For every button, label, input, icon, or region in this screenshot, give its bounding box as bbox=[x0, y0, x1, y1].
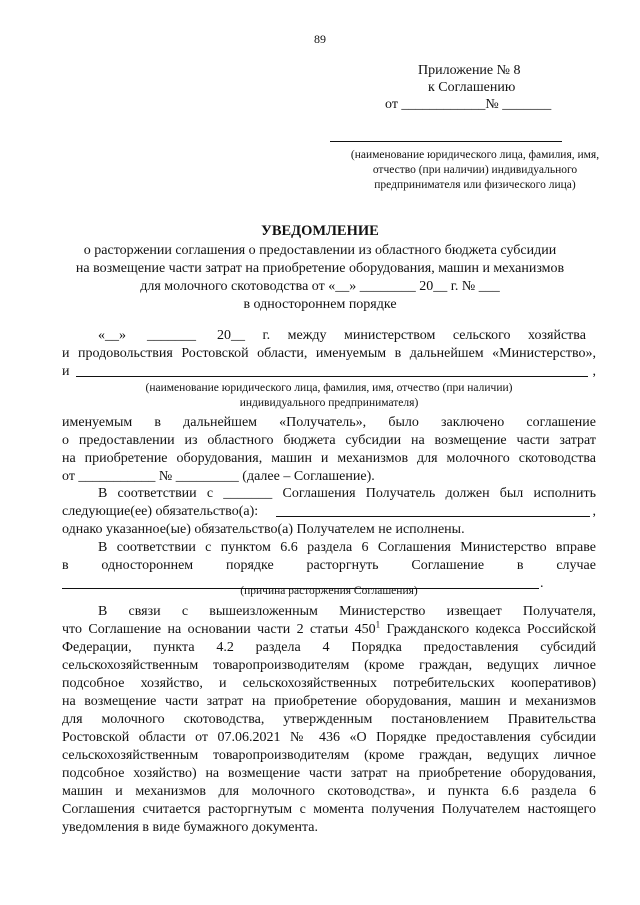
heading-line-3: для молочного скотоводства от «__» ________ 20__ г. № ___ bbox=[140, 279, 500, 294]
p1-line-3 bbox=[62, 363, 596, 380]
document-title: УВЕДОМЛЕНИЕ bbox=[261, 223, 379, 239]
p4-line-11: машин и механизмов для молочного скотоводства», и пункта 6.6 раздела 6 bbox=[62, 784, 596, 799]
p1-caption-2: индивидуального предпринимателя) bbox=[239, 397, 419, 409]
p1-line-7: от ___________ № _________ (далее – Соглашение). bbox=[62, 469, 375, 484]
p2-fill-line bbox=[276, 516, 590, 517]
p1-caption-1: (наименование юридического лица, фамилия, имя, отчество (при наличии) bbox=[145, 382, 513, 394]
p4-line-9: сельскохозяйственным товаропроизводителям (кроме граждан, ведущих личное bbox=[62, 748, 596, 763]
appendix-agreement: к Соглашению bbox=[428, 80, 516, 95]
p1-line-1: «__» _______ 20__ г. между министерством сельского хозяйства bbox=[98, 328, 586, 343]
recipient-caption-1: (наименование юридического лица, фамилия, имя, bbox=[350, 149, 600, 161]
p1-line-2: и продовольствия Ростовской области, именуемым в дальнейшем «Министерство», bbox=[62, 346, 596, 361]
p2-line-2-start: следующие(ее) обязательство(а): bbox=[62, 504, 259, 519]
p4-line-3: Федерации, пункта 4.2 раздела 4 Порядка предоставления субсидий bbox=[62, 640, 596, 655]
p4-line-4: сельскохозяйственным товаропроизводителям (кроме граждан, ведущих личное bbox=[62, 658, 596, 673]
heading-line-4: в одностороннем порядке bbox=[243, 297, 397, 312]
recipient-caption-3: предпринимателя или физического лица) bbox=[374, 179, 576, 191]
p4-line-7: для молочного скотоводства, утвержденным постановлением Правительства bbox=[62, 712, 596, 727]
p1-line-6: на приобретение оборудования, машин и механизмов для молочного скотоводства bbox=[62, 451, 596, 466]
appendix-date-number: от ____________№ _______ bbox=[385, 97, 552, 112]
appendix-number: Приложение № 8 bbox=[418, 63, 521, 78]
heading-line-2: на возмещение части затрат на приобретение оборудования, машин и механизмов bbox=[75, 261, 565, 276]
recipient-caption-2: отчество (при наличии) индивидуального bbox=[372, 164, 578, 176]
p2-line-1: В соответствии с _______ Соглашения Получатель должен был исполнить bbox=[98, 486, 596, 501]
p1-line-4: именуемым в дальнейшем «Получатель», было заключено соглашение bbox=[62, 415, 596, 430]
p3-line-3-end: . bbox=[540, 576, 544, 591]
p3-line-2: в одностороннем порядке расторгнуть Соглашение в случае bbox=[62, 558, 596, 573]
p3-line-1: В соответствии с пунктом 6.6 раздела 6 Соглашения Министерство вправе bbox=[98, 540, 596, 555]
p4-line-6: на возмещение части затрат на приобретение оборудования, машин и механизмов bbox=[62, 694, 596, 709]
p1-line-3-start: и bbox=[62, 364, 70, 379]
p2-line-2 bbox=[62, 503, 596, 520]
p1-line-3-end: , bbox=[592, 364, 596, 379]
recipient-line bbox=[330, 141, 562, 142]
p4-line-8: Ростовской области от 07.06.2021 № 436 «О Порядке предоставления субсидии bbox=[62, 730, 596, 745]
page-number: 89 bbox=[314, 32, 326, 46]
p1-fill-line bbox=[76, 376, 588, 377]
p4-line-5: подсобное хозяйство, и сельскохозяйственных потребительских кооперативов) bbox=[62, 676, 596, 691]
heading-line-1: о расторжении соглашения о предоставлении из областного бюджета субсидии bbox=[83, 243, 557, 258]
p2-line-3: однако указанное(ые) обязательство(а) Получателем не исполнены. bbox=[62, 522, 465, 537]
p4-line-2-sup: 1 bbox=[375, 619, 381, 630]
p4-line-2b: Гражданского кодекса Российской bbox=[380, 622, 596, 637]
p4-line-10: подсобное хозяйство) на возмещение части затрат на приобретение оборудования, bbox=[62, 766, 596, 781]
p1-line-5: о предоставлении из областного бюджета субсидии на возмещение части затрат bbox=[62, 433, 596, 448]
p3-caption: (причина расторжения Соглашения) bbox=[240, 585, 418, 597]
p4-line-2 bbox=[62, 621, 596, 638]
p4-line-2a: что Соглашение на основании части 2 статьи 450 bbox=[62, 622, 376, 637]
p4-line-1: В связи с вышеизложенным Министерство извещает Получателя, bbox=[98, 604, 596, 619]
p2-line-2-end: , bbox=[592, 504, 596, 519]
p4-line-13: уведомления в виде бумажного документа. bbox=[62, 820, 318, 835]
p4-line-12: Соглашения считается расторгнутым с момента получения Получателем настоящего bbox=[62, 802, 596, 817]
